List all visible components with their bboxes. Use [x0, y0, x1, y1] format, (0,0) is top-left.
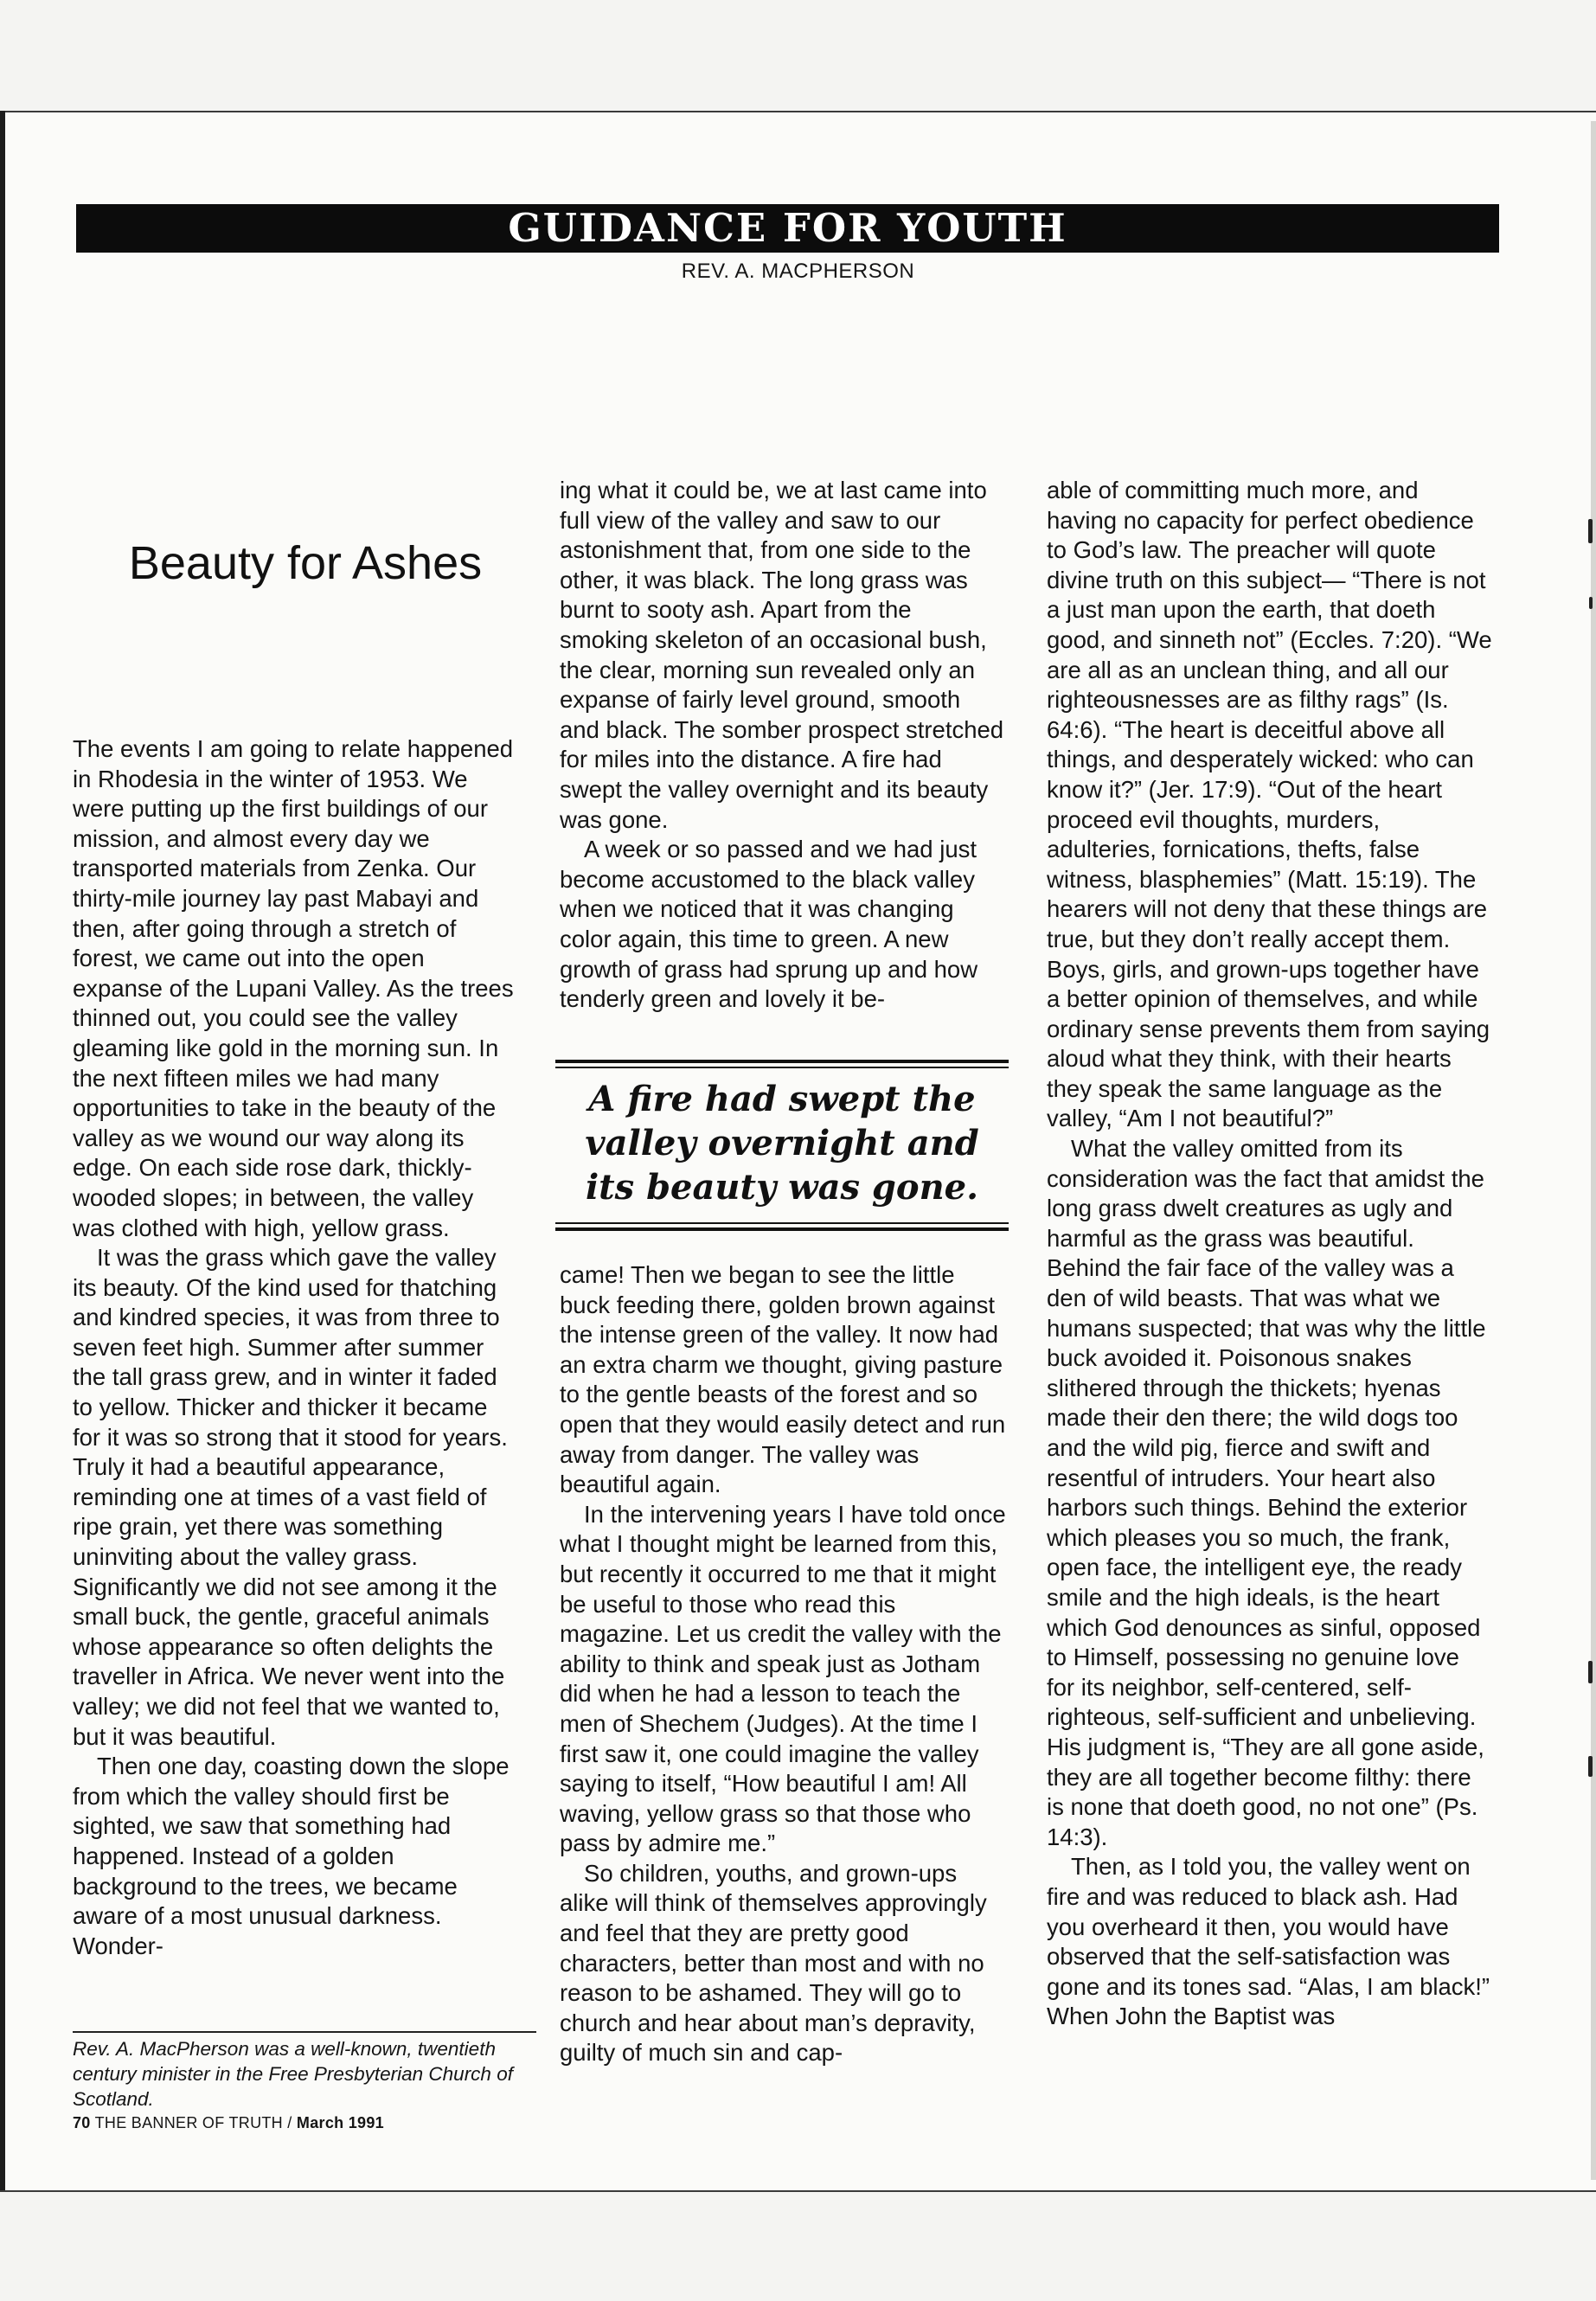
paragraph: ing what it could be, we at last came into full view of the valley and saw to our astonishment that, from one side to the other, it was black. The long grass was burnt to sooty ash. Apart from the smoking skeleton of an occasional bush, the clear, morning sun revealed only an expanse of fairly level ground, smooth and black. The somber prospect stretched for miles into the distance. A fire had swept the valley overnight and its beauty was gone. [560, 477, 1004, 833]
column-3 [1047, 476, 1493, 2032]
page-footer [73, 2114, 384, 2132]
paragraph: Then one day, coasting down the slope from which the valley should first be sighted, we saw that something had happened. Instead of a golden background to the trees, we became aware of a most unusual darkness. Wonder- [73, 1753, 510, 1959]
paragraph: came! Then we began to see the little buck feeding there, golden brown against the intense green of the valley. It now had an extra charm we thought, giving pasture to the gentle beasts of the forest and so open that they would easily detect and run away from danger. The valley was beautiful again. [560, 1261, 1006, 1498]
paragraph: Then, as I told you, the valley went on fire and was reduced to black ash. Had you overheard it then, you would have observed that the self-satisfaction was gone and its tones sad. “Alas, I am black!” When John the Baptist was [1047, 1853, 1490, 2030]
author-footnote: Rev. A. MacPherson was a well-known, twentieth century minister in the Free Presbyterian Church of Scotland. [73, 2038, 513, 2110]
scan-mark [1588, 1756, 1593, 1777]
column-1 [73, 734, 519, 1961]
column-2-top [560, 476, 1006, 1015]
column-2-bottom [560, 1260, 1006, 2068]
section-banner: GUIDANCE FOR YOUTH [76, 204, 1499, 253]
pull-quote-text: A fire had swept the valley overnight and its beauty was gone. [585, 1079, 979, 1208]
scan-edge-left [0, 111, 5, 2190]
scan-mark [1588, 519, 1593, 543]
page-number: 70 [73, 2114, 91, 2131]
paragraph: So children, youths, and grown-ups alike will think of themselves approvingly and feel that they are pretty good characters, better than most and with no reason to be ashamed. They will go to church and hear about man’s depravity, guilty of much sin and cap- [560, 1859, 987, 2067]
issue-date: March 1991 [296, 2114, 384, 2131]
scan-mark [1589, 597, 1593, 609]
author-byline: REV. A. MACPHERSON [681, 260, 915, 283]
pull-quote-rule-bottom [555, 1222, 1009, 1231]
pull-quote [555, 1060, 1009, 1231]
paragraph: It was the grass which gave the valley its beauty. Of the kind used for thatching and kindred species, it was from three to seven feet high. Summer after summer the tall grass grew, and in winter it faded to yellow. Thicker and thicker it became for it was so strong that it stood for years. Truly it had a beautiful appearance, reminding one at times of a vast field of ripe grain, yet there was something uninviting about the valley grass. Significantly we did not see among it the small buck, the gentle, graceful animals whose appearance so often delights the traveller in Africa. We never went into the valley; we did not feel that we wanted to, but it was beautiful. [73, 1244, 508, 1750]
paragraph: In the intervening years I have told once what I thought might be learned from this, but recently it occurred to me that it might be useful to those who read this magazine. Let us credit the valley with the ability to think and speak just as Jotham did when he had a lesson to teach the men of Shechem (Judges). At the time I first saw it, one could imagine the valley saying to itself, “How beautiful I am! All waving, yellow grass so that those who pass by admire me.” [560, 1500, 1006, 1857]
paragraph: What the valley omitted from its consideration was the fact that amidst the long grass dwelt creatures as ugly and harmful as the grass was beautiful. Behind the fair face of the valley was a den of wild beasts. That was what we humans suspected; that was why the little buck avoided it. Poisonous snakes slithered through the thickets; hyenas made their den there; the wild dogs too and the wild pig, fierce and swift and resentful of intruders. Your heart also harbors such things. Behind the exterior which pleases you so much, the frank, open face, the intelligent eye, the ready smile and the high ideals, is the heart which God denounces as sinful, opposed to Himself, possessing no genuine love for its neighbor, self-centered, self-righteous, self-sufficient and unbelieving. His judgment is, “They are all gone aside, they are all together become filthy: there is none that doeth good, no not one” (Ps. 14:3). [1047, 1135, 1486, 1850]
footnote-rule [73, 2031, 536, 2033]
pull-quote-rule-top [555, 1060, 1009, 1068]
paragraph: able of committing much more, and having no capacity for perfect obedience to God’s law. The preacher will quote divine truth on this subject— “There is not a just man upon the earth, that doeth good, and sinneth not” (Eccles. 7:20). “We are all as an unclean thing, and all our righteousnesses are as filthy rags” (Is. 64:6). “The heart is deceitful above all things, and desperately wicked: who can know it?” (Jer. 17:9). “Out of the heart proceed evil thoughts, murders, adulteries, fornications, thefts, false witness, blasphemies” (Matt. 15:19). The hearers will not deny that these things are true, but they don’t really accept them. Boys, girls, and grown-ups together have a better opinion of themselves, and while ordinary sense prevents them from saying aloud what they think, with their hearts they speak the same language as the valley, “Am I not beautiful?” [1047, 477, 1492, 1132]
scan-mark [1588, 1661, 1593, 1683]
article-title: Beauty for Ashes [128, 537, 483, 589]
scan-edge-right [1591, 121, 1596, 2180]
publication-name: THE BANNER OF TRUTH / [94, 2114, 292, 2131]
paragraph: The events I am going to relate happened in Rhodesia in the winter of 1953. We were putting up the first buildings of our mission, and almost every day we transported materials from Zenka. Our thirty-mile journey lay past Mabayi and then, after going through a stretch of forest, we came out into the open expanse of the Lupani Valley. As the trees thinned out, you could see the valley gleaming like gold in the morning sun. In the next fifteen miles we had many opportunities to take in the beauty of the valley as we wound our way along its edge. On each side rose dark, thickly-wooded slopes; in between, the valley was clothed with high, yellow grass. [73, 735, 514, 1241]
paragraph: A week or so passed and we had just become accustomed to the black valley when we noticed that it was changing color again, this time to green. A new growth of grass had sprung up and how tenderly green and lovely it be- [560, 836, 978, 1013]
